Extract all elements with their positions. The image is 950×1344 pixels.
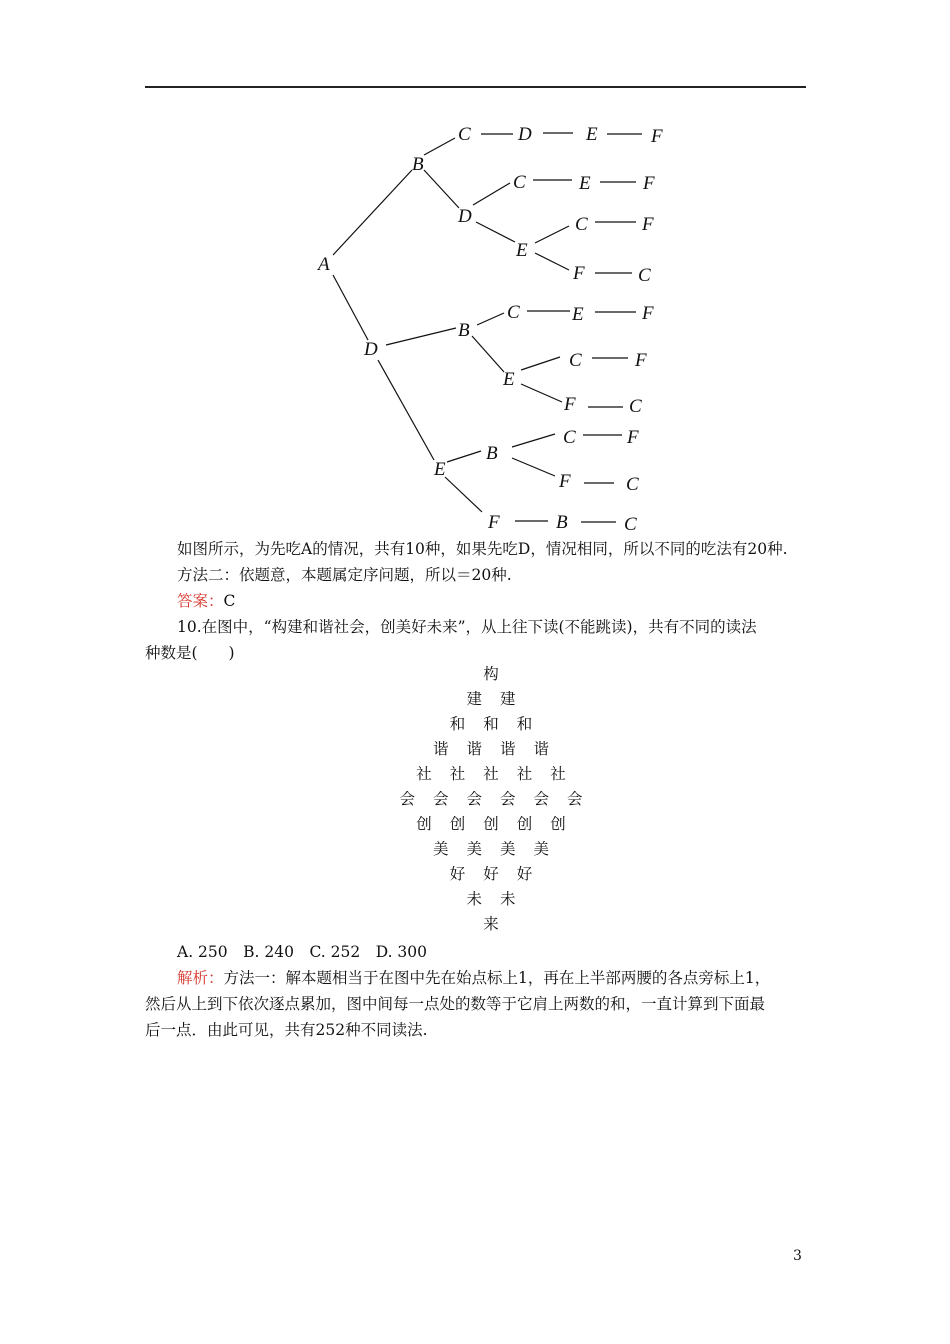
- pyramid-char: 会: [566, 790, 583, 808]
- pyramid-char: 建: [499, 690, 516, 708]
- tree-node: C: [624, 514, 637, 535]
- tree-node: D: [518, 124, 532, 145]
- question-10-line-2: 种数是( ): [145, 644, 235, 662]
- pyramid-char: 社: [516, 765, 533, 783]
- pyramid-char: 构: [483, 665, 499, 683]
- pyramid-char: 会: [499, 790, 516, 808]
- tree-node: C: [507, 302, 520, 323]
- pyramid-row: [300, 687, 682, 712]
- pyramid-char: 好: [449, 865, 466, 883]
- tree-node: E: [503, 369, 515, 390]
- answer-value: C: [223, 592, 236, 610]
- pyramid-row: [300, 737, 682, 762]
- pyramid-char: 和: [449, 715, 466, 733]
- pyramid-char: 美: [432, 840, 449, 858]
- tree-node: F: [651, 126, 663, 147]
- analysis-text-1: 方法一：解本题相当于在图中先在始点标上1，再在上半部两腰的各点旁标上1，: [223, 969, 771, 987]
- pyramid-row: [300, 712, 682, 737]
- pyramid-char: 会: [432, 790, 449, 808]
- tree-node: D: [364, 339, 378, 360]
- explanation-line-2: 方法二：依题意，本题属定序问题，所以＝20种.: [177, 566, 512, 584]
- tree-node: C: [563, 427, 576, 448]
- tree-node: C: [626, 474, 639, 495]
- header-rule: [145, 86, 806, 88]
- pyramid-char: 社: [449, 765, 466, 783]
- pyramid-char: 建: [466, 690, 482, 708]
- pyramid-char: 创: [449, 815, 466, 833]
- pyramid-char: 创: [483, 815, 499, 833]
- pyramid-row: [300, 837, 682, 862]
- pyramid-row: [300, 862, 682, 887]
- tree-node: F: [643, 173, 655, 194]
- tree-node: F: [564, 394, 576, 415]
- page-number: 3: [793, 1248, 802, 1264]
- answer-label: 答案：: [177, 592, 224, 610]
- tree-node: B: [458, 320, 470, 341]
- pyramid-row: [300, 762, 682, 787]
- tree-node: C: [575, 214, 588, 235]
- pyramid-char: 好: [483, 865, 499, 883]
- pyramid-char: 会: [466, 790, 482, 808]
- tree-node: E: [572, 304, 584, 325]
- tree-node: E: [586, 124, 598, 145]
- question-10-line-1: 10.在图中，“构建和谐社会，创美好未来”，从上往下读(不能跳读)，共有不同的读法: [177, 618, 757, 636]
- pyramid-char: 创: [550, 815, 566, 833]
- tree-node: F: [635, 350, 647, 371]
- pyramid-row: [300, 887, 682, 912]
- analysis-line-2: 然后从上到下依次逐点累加，图中间每一点处的数等于它肩上两数的和，一直计算到下面最: [145, 995, 766, 1013]
- pyramid-char: 来: [483, 915, 499, 933]
- tree-node: F: [573, 263, 585, 284]
- pyramid-char: 美: [533, 840, 549, 858]
- pyramid-char: 谐: [432, 740, 449, 758]
- analysis-label: 解析：: [177, 969, 224, 987]
- pyramid-char: 谐: [499, 740, 516, 758]
- pyramid-char: 未: [466, 890, 482, 908]
- tree-node: B: [556, 512, 568, 533]
- tree-node: C: [569, 350, 582, 371]
- pyramid-char: 谐: [533, 740, 549, 758]
- tree-node: F: [642, 214, 654, 235]
- pyramid-char: 美: [499, 840, 516, 858]
- tree-node: E: [516, 240, 528, 261]
- pyramid-char: 和: [483, 715, 499, 733]
- pyramid-char: 社: [550, 765, 566, 783]
- pyramid-row: [300, 812, 682, 837]
- tree-node: F: [642, 303, 654, 324]
- pyramid-char: 美: [466, 840, 482, 858]
- pyramid-char: 未: [499, 890, 516, 908]
- tree-node: B: [486, 443, 498, 464]
- pyramid-char: 谐: [466, 740, 482, 758]
- tree-node: C: [458, 124, 471, 145]
- pyramid-char: 社: [483, 765, 499, 783]
- character-pyramid: [300, 662, 682, 937]
- tree-node: E: [579, 173, 591, 194]
- answer-line: [145, 588, 842, 614]
- pyramid-char: 好: [516, 865, 533, 883]
- tree-node: F: [488, 512, 500, 533]
- tree-node: E: [434, 459, 446, 480]
- pyramid-row: [300, 662, 682, 687]
- tree-node: C: [629, 396, 642, 417]
- pyramid-char: 会: [399, 790, 415, 808]
- pyramid-char: 创: [416, 815, 432, 833]
- tree-node: B: [412, 154, 424, 175]
- analysis-line-3: 后一点．由此可见，共有252种不同读法.: [145, 1021, 428, 1039]
- pyramid-row: [300, 912, 682, 937]
- explanation-line-1: 如图所示，为先吃A的情况，共有10种，如果先吃D，情况相同，所以不同的吃法有20种.: [177, 540, 788, 558]
- tree-node: D: [458, 206, 472, 227]
- tree-node: F: [627, 427, 639, 448]
- tree-node: F: [559, 471, 571, 492]
- pyramid-char: 社: [416, 765, 432, 783]
- answer-options: A. 250 B. 240 C. 252 D. 300: [177, 943, 428, 961]
- tree-node: C: [513, 172, 526, 193]
- pyramid-char: 和: [516, 715, 533, 733]
- tree-node: C: [638, 265, 651, 286]
- pyramid-row: [300, 787, 682, 812]
- tree-diagram: [300, 110, 700, 535]
- pyramid-char: 会: [533, 790, 549, 808]
- analysis-line-1: [145, 965, 842, 991]
- pyramid-char: 创: [516, 815, 533, 833]
- tree-node-a: A: [318, 254, 330, 275]
